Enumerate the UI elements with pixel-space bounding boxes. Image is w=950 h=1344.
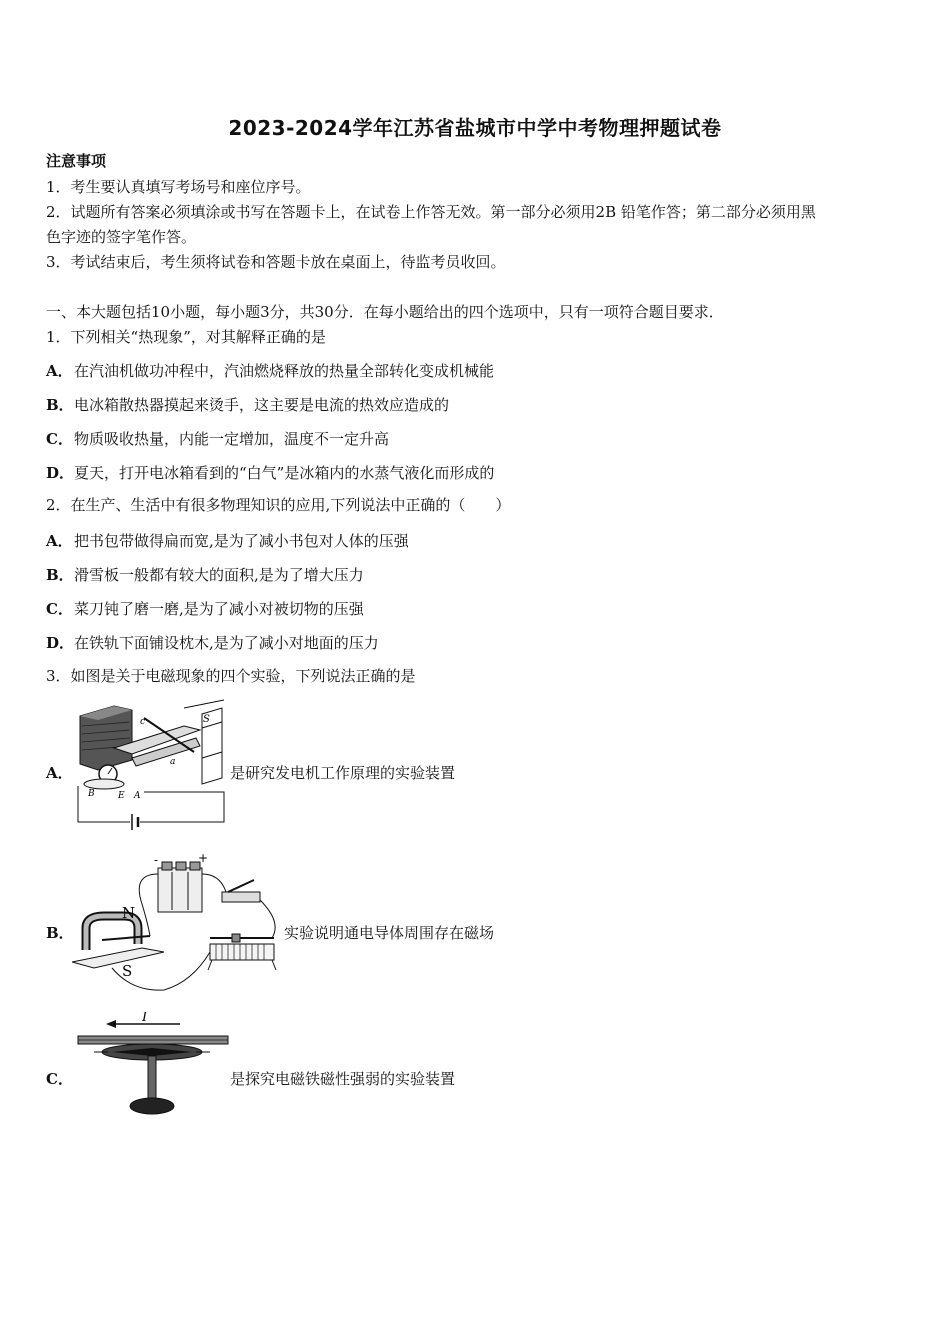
notice-item: 3．考试结束后，考生须将试卷和答题卡放在桌面上，待监考员收回。 bbox=[46, 253, 506, 271]
figure-label: a bbox=[170, 757, 176, 767]
option-text: 把书包带做得扁而宽,是为了减小书包对人体的压强 bbox=[74, 532, 409, 550]
figure-label: - bbox=[154, 853, 159, 867]
question-stem: 1．下列相关“热现象”，对其解释正确的是 bbox=[46, 328, 326, 346]
figure-label: S bbox=[203, 714, 210, 725]
option-text: 在铁轨下面铺设枕木,是为了减小对地面的压力 bbox=[74, 634, 379, 652]
notice-item: 1．考生要认真填写考场号和座位序号。 bbox=[46, 178, 311, 196]
option-text: 在汽油机做功冲程中，汽油燃烧释放的热量全部转化变成机械能 bbox=[74, 362, 495, 380]
option-label: C． bbox=[46, 600, 73, 618]
option-label: A． bbox=[46, 764, 73, 782]
option-label: A． bbox=[46, 362, 73, 380]
magnet-conductor-experiment-figure bbox=[72, 852, 284, 994]
option-text: 滑雪板一般都有较大的面积,是为了增大压力 bbox=[74, 566, 364, 584]
option-label: A． bbox=[46, 532, 73, 550]
option-label: B． bbox=[46, 396, 74, 414]
page-title: 2023-2024学年江苏省盐城市中学中考物理押题试卷 bbox=[228, 116, 722, 140]
figure-label: I bbox=[142, 1012, 148, 1025]
question-stem: 2．在生产、生活中有很多物理知识的应用,下列说法中正确的（ ） bbox=[46, 496, 511, 514]
option-text: 是研究发电机工作原理的实验装置 bbox=[230, 764, 456, 782]
generator-experiment-figure bbox=[74, 698, 230, 832]
notice-item: 2．试题所有答案必须填涂或书写在答题卡上，在试卷上作答无效。第一部分必须用2B 铅笔作答；第二部分必须用黑 bbox=[46, 203, 816, 221]
figure-label: E bbox=[118, 791, 125, 801]
option-text: 物质吸收热量，内能一定增加，温度不一定升高 bbox=[74, 430, 390, 448]
option-label: B． bbox=[46, 566, 74, 584]
figure-label: S bbox=[122, 962, 133, 980]
option-text: 夏天，打开电冰箱看到的“白气”是冰箱内的水蒸气液化而形成的 bbox=[74, 464, 495, 482]
notice-heading: 注意事项 bbox=[46, 152, 107, 170]
current-compass-experiment-figure bbox=[76, 1012, 230, 1118]
figure-label: N bbox=[122, 904, 136, 922]
figure-label: A bbox=[134, 791, 141, 801]
option-text: 电冰箱散热器摸起来烫手，这主要是电流的热效应造成的 bbox=[74, 396, 450, 414]
option-label: D． bbox=[46, 464, 75, 482]
question-stem: 3．如图是关于电磁现象的四个实验，下列说法正确的是 bbox=[46, 667, 416, 685]
option-label: B． bbox=[46, 924, 74, 942]
option-label: C． bbox=[46, 1070, 73, 1088]
figure-label: c bbox=[140, 717, 146, 727]
option-label: D． bbox=[46, 634, 75, 652]
option-text: 实验说明通电导体周围存在磁场 bbox=[284, 924, 495, 942]
figure-label: B bbox=[88, 789, 95, 799]
option-label: C． bbox=[46, 430, 73, 448]
figure-label: + bbox=[198, 852, 209, 865]
option-text: 是探究电磁铁磁性强弱的实验装置 bbox=[230, 1070, 456, 1088]
notice-item: 色字迹的签字笔作答。 bbox=[46, 228, 197, 246]
section-heading: 一、本大题包括10小题，每小题3分，共30分．在每小题给出的四个选项中，只有一项符合题目要求． bbox=[46, 303, 724, 321]
option-text: 菜刀钝了磨一磨,是为了减小对被切物的压强 bbox=[74, 600, 364, 618]
